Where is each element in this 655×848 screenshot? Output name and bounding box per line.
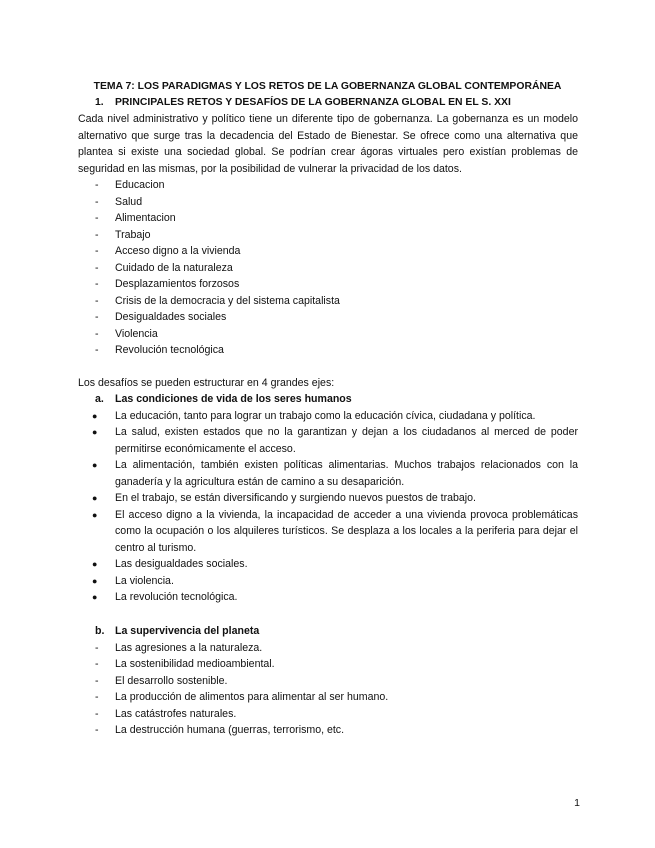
dash-marker: - <box>95 327 99 340</box>
dash-marker: - <box>95 228 99 241</box>
axis-b-list <box>78 640 578 739</box>
list-item <box>78 573 578 590</box>
bullet-icon: ● <box>92 460 98 470</box>
axis-a-list <box>78 408 578 606</box>
dash-marker: - <box>95 641 99 654</box>
axis-title: La supervivencia del planeta <box>115 625 260 637</box>
list-item <box>78 177 578 194</box>
axis-a-heading <box>78 391 578 408</box>
challenges-list <box>78 177 578 359</box>
list-item-text: La educación, tanto para lograr un trabajo como la educación cívica, ciudadana y política. <box>115 409 536 422</box>
bullet-icon: ● <box>92 559 98 569</box>
dash-marker: - <box>95 658 99 670</box>
bullet-icon: ● <box>92 410 98 421</box>
dash-marker: - <box>95 691 99 703</box>
list-item <box>78 293 578 310</box>
dash-marker: - <box>95 344 99 356</box>
dash-marker: - <box>95 278 99 290</box>
dash-marker: - <box>95 724 99 736</box>
list-item-text: La alimentación, también existen políticas alimentarias. Muchos trabajos relacionados con la ganadería y la agricultura están de camino a su desaparición. <box>115 459 578 488</box>
list-item <box>78 673 578 690</box>
list-item-text: Revolución tecnológica <box>115 344 224 356</box>
list-item-text: Las catástrofes naturales. <box>115 707 237 720</box>
list-item <box>78 408 578 425</box>
list-item-text: Las agresiones a la naturaleza. <box>115 641 263 654</box>
list-item-text: Educacion <box>115 179 165 191</box>
list-item <box>78 490 578 507</box>
dash-marker: - <box>95 294 99 307</box>
list-item-text: Desplazamientos forzosos <box>115 278 240 290</box>
dash-marker: - <box>95 245 99 257</box>
list-item-text: El acceso digno a la vivienda, la incapacidad de acceder a una vivienda provoca problemáticas como la ocupación o los alquileres turísticos. Se desplaza a los locales a la periferia para dejar el centro al turismo. <box>115 508 578 554</box>
list-item-text: Las desigualdades sociales. <box>115 558 248 570</box>
list-item <box>78 706 578 723</box>
list-item <box>78 722 578 739</box>
list-item <box>78 227 578 244</box>
list-item <box>78 507 578 557</box>
section-number: 1. <box>95 97 104 108</box>
bullet-icon: ● <box>92 575 98 586</box>
dash-marker: - <box>95 212 99 224</box>
list-item <box>78 556 578 573</box>
list-item <box>78 276 578 293</box>
list-item <box>78 457 578 490</box>
list-item-text: La destrucción humana (guerras, terrorismo, etc. <box>115 724 345 736</box>
bullet-icon: ● <box>92 427 98 437</box>
list-item-text: En el trabajo, se están diversificando y surgiendo nuevos puestos de trabajo. <box>115 492 476 504</box>
section-title: PRINCIPALES RETOS Y DESAFÍOS DE LA GOBERNANZA GLOBAL EN EL S. XXI <box>115 97 511 108</box>
list-item <box>78 309 578 326</box>
list-item-text: Violencia <box>115 327 158 340</box>
axis-b-heading <box>78 623 578 640</box>
list-item <box>78 640 578 657</box>
axis-title: Las condiciones de vida de los seres humanos <box>115 393 352 405</box>
list-item <box>78 210 578 227</box>
axis-letter: a. <box>95 393 104 405</box>
bullet-icon: ● <box>92 493 98 503</box>
axes-intro: Los desafíos se pueden estructurar en 4 grandes ejes: <box>78 377 335 389</box>
bullet-icon: ● <box>92 509 98 520</box>
list-item-text: La violencia. <box>115 574 174 587</box>
document-title: TEMA 7: LOS PARADIGMAS Y LOS RETOS DE LA GOBERNANZA GLOBAL CONTEMPORÁNEA <box>93 81 562 92</box>
list-item-text: La salud, existen estados que no la garantizan y dejan a los ciudadanos al merced de poder permitirse económicamente el acceso. <box>115 426 578 455</box>
bullet-icon: ● <box>92 592 98 602</box>
list-item-text: Salud <box>115 195 143 208</box>
dash-marker: - <box>95 311 99 323</box>
intro-paragraph: Cada nivel administrativo y político tiene un diferente tipo de gobernanza. La gobernanza es un modelo alternativo que surge tras la decadencia del Estado de Bienestar. Se ofrece como una alternativa que plantea si existe una sociedad global. Se podrían crear ágoras virtuales pero existían problemas de seguridad en las mismas, por la posibilidad de vulnerar la privacidad de los datos. <box>78 113 578 175</box>
list-item-text: Crisis de la democracia y del sistema capitalista <box>115 294 340 307</box>
list-item-text: Alimentacion <box>115 212 176 224</box>
section-1-heading <box>78 95 578 112</box>
list-item-text: La sostenibilidad medioambiental. <box>115 658 275 670</box>
axis-letter: b. <box>95 625 105 637</box>
axis-b-block <box>78 623 578 739</box>
list-item <box>78 326 578 343</box>
list-item <box>78 589 578 606</box>
axis-a-block <box>78 391 578 606</box>
page-number: 1 <box>574 797 580 809</box>
list-item-text: El desarrollo sostenible. <box>115 674 228 687</box>
dash-marker: - <box>95 261 99 274</box>
list-item-text: Cuidado de la naturaleza <box>115 261 233 274</box>
list-item <box>78 260 578 277</box>
dash-marker: - <box>95 179 99 191</box>
dash-marker: - <box>95 674 99 687</box>
list-item <box>78 689 578 706</box>
list-item <box>78 342 578 359</box>
dash-marker: - <box>95 195 99 208</box>
list-item-text: La producción de alimentos para alimentar al ser humano. <box>115 691 389 703</box>
list-item <box>78 243 578 260</box>
list-item <box>78 194 578 211</box>
list-item-text: Desigualdades sociales <box>115 311 227 323</box>
list-item-text: Trabajo <box>115 228 151 241</box>
list-item <box>78 656 578 673</box>
list-item <box>78 424 578 457</box>
list-item-text: La revolución tecnológica. <box>115 591 238 603</box>
dash-marker: - <box>95 707 99 720</box>
list-item-text: Acceso digno a la vivienda <box>115 245 241 257</box>
